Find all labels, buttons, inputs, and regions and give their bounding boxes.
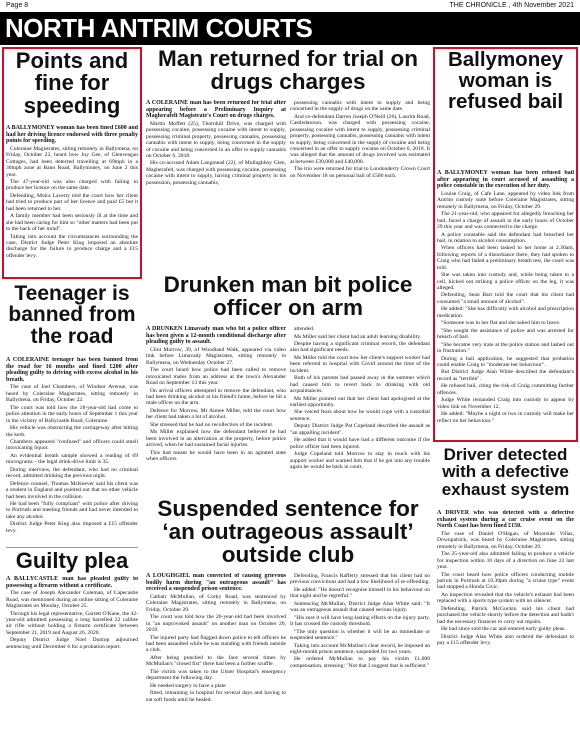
drunken-para: This had meant he would have been in an agitated state when officers [146, 449, 286, 462]
suspended-para: "The only question is whether it will be an immediate or suspended sentence." [290, 628, 430, 642]
guilty-para: Through his legal representative, Garrett O'Kane, the 42-year-old admitted possessing a long barrelled 22 calibre air rifle without holding a firearm certificate between September 21, 2019 and August 26, 2020. [6, 610, 138, 636]
exhaust-lead: A DRIVER who was detected with a defective exhaust system during a car cruise event on the North Coast has been fined £150. [437, 510, 574, 530]
refused-para: "She became very irate at the police station and lashed out in frustration." [437, 341, 574, 355]
suspended-para: He ordered McMullan to pay his victim £1,000 compensation, stressing: "Not that I suggest that is sufficient." [290, 656, 430, 669]
refused-para: Defending, Sean Barr told the court that his client had consumed "a small amount of alcohol". [437, 292, 574, 305]
points-para: The 47-year-old was also charged with failing to produce her licence on the same date. [6, 179, 138, 192]
guilty-para: Deputy District Judge Noel Dunlop adjourned sentencing until December 6 for a probation report. [6, 637, 138, 650]
teenager-para: During interview, the defendant, who had no criminal record, admitted drinking the previous night. [6, 466, 138, 480]
trial-para: The trio were returned for trial to Londonderry Crown Court on November 18 on personal bail of £500 each. [290, 166, 430, 179]
suspended-headline: Suspended sentence for ‘an outrageous assault’ outside club [157, 496, 419, 567]
suspended-para: He added: "He doesn't recognise himself in his behaviour on that night and he regretful." [290, 586, 430, 600]
trial-headline: Man returned for trial on drugs charges [157, 46, 418, 94]
trial-lead: A COLERAINE man has been returned for trial after appearing before a Preliminary Inquiry at Magherafelt Magistrate's Court on drugs charges. [146, 100, 286, 120]
drunken-para: She stressed that he had no recollection of the incident. [150, 421, 274, 428]
suspended-para: The court was told how the 26-year-old had been involved in "an unprovoked assault" on another man on October 20, 2019. [146, 614, 286, 633]
section-title: NORTH ANTRIM COURTS [5, 13, 313, 43]
trial-para: His co-accused Adam Langmead (22), of Mullaghboy Glen, Magherafelt, was charged with possessing cocaine, possessing cocaine with intent to supply, having criminal property in his possession, possessing cannabis, [146, 160, 286, 186]
suspended-para: "His sure it will have long-lasting effects on the injury party. It has crossed the custody threshold. [290, 614, 430, 628]
drunken-para: He added that it would have had a different outcome if the police officer had been injured. [290, 437, 430, 450]
suspended-para: The victim was taken to the Ulster Hospital's emergency department the following day. [146, 668, 286, 682]
refused-para: Judge White remanded Craig into custody to appear by video link on November 12. [437, 397, 574, 410]
points-headline: Points and fine for speeding [15, 48, 129, 118]
refused-para: A police constable said the defendant had breached her bail, in relation to alcohol consumption. [437, 231, 574, 244]
drunken-para: Ms Miller said her client had an adult learning disability. [294, 333, 422, 340]
teenager-para: Defence counsel, Thomas McKeever said his client was a student in England and pointed out that no other vehicle had been involved in the collision. [6, 480, 138, 500]
guilty-para: The case of Joseph Alexander Coleman, of Capecastle Road, was mentioned during an online sitting of Coleraine Magistrates on Monday, October 25. [6, 590, 138, 610]
refused-para: She was taken into custody and, while being taken to a cell, kicked out striking a police officer on the leg, it was alleged. [437, 272, 574, 291]
teenager-headline: Teenager is banned from the road [8, 282, 136, 348]
suspended-lead: A LOUGHGIEL man convicted of causing grievous bodily harm during "an outrageous assault" has received a suspended prison sentence. [146, 573, 286, 593]
guilty-body [6, 576, 138, 734]
suspended-para: After being punched to the face several times by McMullan's "closed fist" there had been a further scuffle. [146, 654, 286, 668]
exhaust-para: Defending, Patrick McGuckin said his client had purchased the vehicle shortly before the detection and hadn't had the necessary finances to carry out repairs. [437, 605, 574, 625]
teenager-para: Chambers appeared "confused" and officers could smell intoxicating liquor. [6, 439, 138, 452]
suspended-para: Taking into account McMullan's clear record, he imposed an eight-month prison sentence, suspended for two years. [290, 642, 430, 655]
refused-para: When officers had been tasked to her home at 2.30am, following reports of a disturbance there, they had spoken to Craig who had failed a preliminary breath test, the court was told. [437, 245, 574, 271]
refused-para: "She sought the assistance of police and was arrested for breach of bail. [437, 327, 574, 341]
exhaust-body [437, 510, 574, 735]
suspended-para: The injured party had flagged down police to tell officers he had been assaulted while he was standing with friends outside a club. [146, 634, 286, 654]
guilty-lead: A BALLYCASTLE man has pleaded guilty to possessing a firearm without a certificate. [6, 576, 138, 589]
teenager-para: District Judge Peter King also imposed a £15 offender levy. [6, 521, 138, 534]
points-body [6, 125, 138, 275]
refused-headline: Ballymoney woman is refused bail [447, 48, 564, 113]
section-banner [0, 12, 580, 45]
suspended-para: Sentencing McMullan, District Judge Alan White said: "It was an outrageous assault that caused serious injury. [290, 600, 430, 614]
refused-para: During a bail application, he suggested that probation could enable Craig to "moderate her behaviour". [437, 355, 574, 368]
points-para: Defending, Moira Laverty told the court how her client had tried to produce part of her licence and paid £5 but it had been returned to her. [6, 192, 138, 212]
refused-para: Louise Craig, of Cafe Lane, appeared by video link from Antrim custody suite before Coleraine Magistrates, sitting remotely in Ballymena, on Friday, October 29. [437, 190, 574, 210]
exhaust-headline: Driver detected with a defective exhaust system [441, 445, 570, 499]
drunken-para: On arrival officers attempted to remove the defendant, who had been drinking alcohol at his friend's home, before he bit a male officer on the arm. [146, 387, 286, 407]
refused-para: He added: "Maybe a night or two in custody will make her reflect on her behaviour." [437, 411, 574, 424]
drunken-body-left [146, 326, 286, 496]
points-lead: A BALLYMONEY woman has been fined £600 and had her driving licence endorsed with three penalty points for speeding. [6, 125, 138, 145]
drunken-para: Ms Miller told the court how her client's support worker had been referred to hospital with Covid around the time of the incident. [290, 354, 430, 374]
suspended-body-left [146, 573, 286, 735]
refused-para: "Someone was in her flat and she asked him to leave. [441, 320, 561, 327]
points-para: Coleraine Magistrates, sitting remotely in Ballymena, on Friday, October 22, heard how Joy Gee, of Glenvesgan Cottages, had been detected travelling at 69mph in a 30mph zone at Bann Road, Ballymoney, on June 2 this year. [6, 145, 138, 178]
drunken-para: The court heard how police had been called to remove intoxicated males from an address at the town's Alexander Road on September 13 this year. [146, 367, 286, 386]
refused-para: The 21-year-old, who appeared for allegedly breaching her bail, faced a charge of assault in the early hours of October 29 this year and was connected to the charge. [437, 211, 574, 230]
exhaust-para: The court heard how police officers conducting mobile patrols in Portrush at 10.30pm during "a cruise type" event had stopped a Honda Civic. [437, 571, 574, 591]
suspended-para: Defending, Francis Rafferty stressed that his client had no previous convictions and had a low likelihood of re-offending. [290, 573, 430, 586]
suspended-para: He needed surgery to have a plate [150, 682, 226, 689]
teenager-para: An evidential breath sample showed a reading of 69 micrograms – the legal drink-drive limit is 35. [6, 452, 138, 466]
guilty-headline: Guilty plea [15, 548, 129, 573]
drunken-headline: Drunken man bit police officer on arm [163, 272, 413, 320]
trial-para: possessing cannabis with intent to supply and being concerned in the supply of drugs on the same date. [290, 100, 430, 113]
drunken-para: Ms Miller explained how the defendant believed he had been involved in an altercation at the property, before police arrived, when he had sustained facial injuries. [146, 429, 286, 449]
teenager-lead: A COLERAINE teenager has been banned from the road for 16 months and fined £200 after pleading guilty to driving with excess alcohol in his breath. [6, 357, 138, 383]
refused-para: He added: "She has difficulty with alcohol and prescription medication. [437, 306, 574, 319]
drunken-para: Judge Copeland told Morrow to stay in touch with his support worker and warned him that if he got into any trouble again he would be back in court. [290, 451, 430, 470]
drunken-para: Defence for Morrow, Mr Aimee Miller, told the court how her client had taken a lot of alcohol. [146, 407, 286, 421]
page-header [0, 0, 580, 12]
refused-para: But District Judge Alan White described the defendant's record as "terrible". [437, 369, 574, 382]
teenager-para: The court was told how the 18-year-old had come to police attention in the early hours of September 1 this year in the vicinity of Ballycastle Road, Coleraine. [6, 404, 138, 424]
trial-body-right [290, 100, 430, 272]
exhaust-para: The 25-year-old also admitted failing to produce a vehicle for inspection within 10 days of a direction on June 22 last year. [437, 551, 574, 570]
suspended-para: fitted, remaining in hospital for several days and having to eat soft foods until he healed. [146, 690, 286, 703]
suspended-body-right [290, 573, 430, 735]
drunken-lead: A DRUNKEN Limavady man who bit a police officer has been given a 12-month conditional discharge after pleading guilty to assault. [146, 326, 286, 346]
points-para: Taking into account the circumstances surrounding the case, District Judge Peter King imposed an absolute discharge for the failure to produce charge and a £15 offender levy. [6, 233, 138, 259]
teenager-para: He had been "fully compliant" with police after driving to Portrush and meeting friends and had never intended to take any alcohol. [6, 501, 138, 520]
suspended-para: Cathair McMullan, of Corky Road, was sentenced by Coleraine Magistrates, sitting remotely in Ballymena, on Friday, October 29. [146, 593, 286, 613]
trial-body-left [146, 100, 286, 272]
refused-para: He refused bail, citing the risk of Craig committing further offences. [437, 383, 574, 396]
issue-date: THE CHRONICLE , 4th November 2021 [449, 2, 574, 9]
drunken-para: She voiced fears about how he would cope with a custodial sentence. [290, 409, 430, 422]
teenager-para: His vehicle was obstructing the carriageway after hitting the kerb. [6, 425, 138, 438]
refused-lead: A BALLYMONEY woman has been refused bail after appearing in court accused of assaulting a police constable in the execution of her duty. [437, 170, 574, 190]
refused-body [437, 170, 574, 438]
teenager-para: The case of Joel Chambers, of Windsor Avenue, was heard by Coleraine Magistrates, sitting remotely in Ballymena, on Friday, October 22. [6, 384, 138, 404]
points-para: A family member had been seriously ill at the time and she had been caring for him so "other matters had been put to the back of her mind". [6, 213, 138, 233]
drunken-para: Both of his parents had passed away in the summer which had caused him to revert back to drinking with old acquaintances. [290, 375, 430, 395]
page-number: Page 8 [6, 2, 29, 9]
exhaust-para: An inspection revealed that the vehicle's exhaust had been replaced with a sports type system with no silencer. [437, 591, 574, 605]
trial-para: Martin Moffett (25), Thornhill Drive, was charged with possessing cocaine, possessing cocaine with intent to supply, possessing criminal property, possessing cannabis, possessing cannabis with intent to supply, being concerned in the supply of cocaine and being concerned in an offer to supply cannabis on October 6, 2018. [146, 120, 286, 159]
drunken-para: Deputy District Judge Pat Copeland described the assault as "an appalling incident". [290, 423, 430, 436]
exhaust-para: He had since sold the car and entered early guilty pleas. [441, 626, 566, 633]
drunken-para: attended. [294, 326, 315, 332]
exhaust-para: The case of Daniel O'Hagan, of Moorside Villas, Downpatrick, was heard by Coleraine Magistrates, sitting remotely in Ballymena, on Friday, October 29. [437, 530, 574, 550]
drunken-para: Despite having a significant criminal record, the defendant also had significant needs. [290, 341, 430, 354]
teenager-body [6, 357, 138, 545]
drunken-para: Ms Miller pointed out that her client had apologised at the earliest opportunity. [290, 395, 430, 408]
exhaust-para: District Judge Alan White also ordered the defendant to pay a £15 offender levy. [437, 633, 574, 646]
trial-para: And co-defendant Darren Joseph O'Neill (26), Laurim Road, Castledawson, was charged with possessing cocaine, possessing cocaine with intent to supply, possessing criminal property, possessing cannabis, possessing cannabis with intent to supply, being concerned in the supply of cocaine and being concerned in an offer to supply cocaine on October 6, 2018. It was alleged that the amount of drugs involved was estimated at between £30,000 and £40,000. [290, 113, 430, 165]
drunken-body-right [290, 326, 430, 496]
drunken-para: Clint Morrow, 39, of Woodland Walk, appeared via video link before Limavady Magistrates, sitting remotely in Ballymena, on Wednesday October 27. [146, 346, 286, 366]
